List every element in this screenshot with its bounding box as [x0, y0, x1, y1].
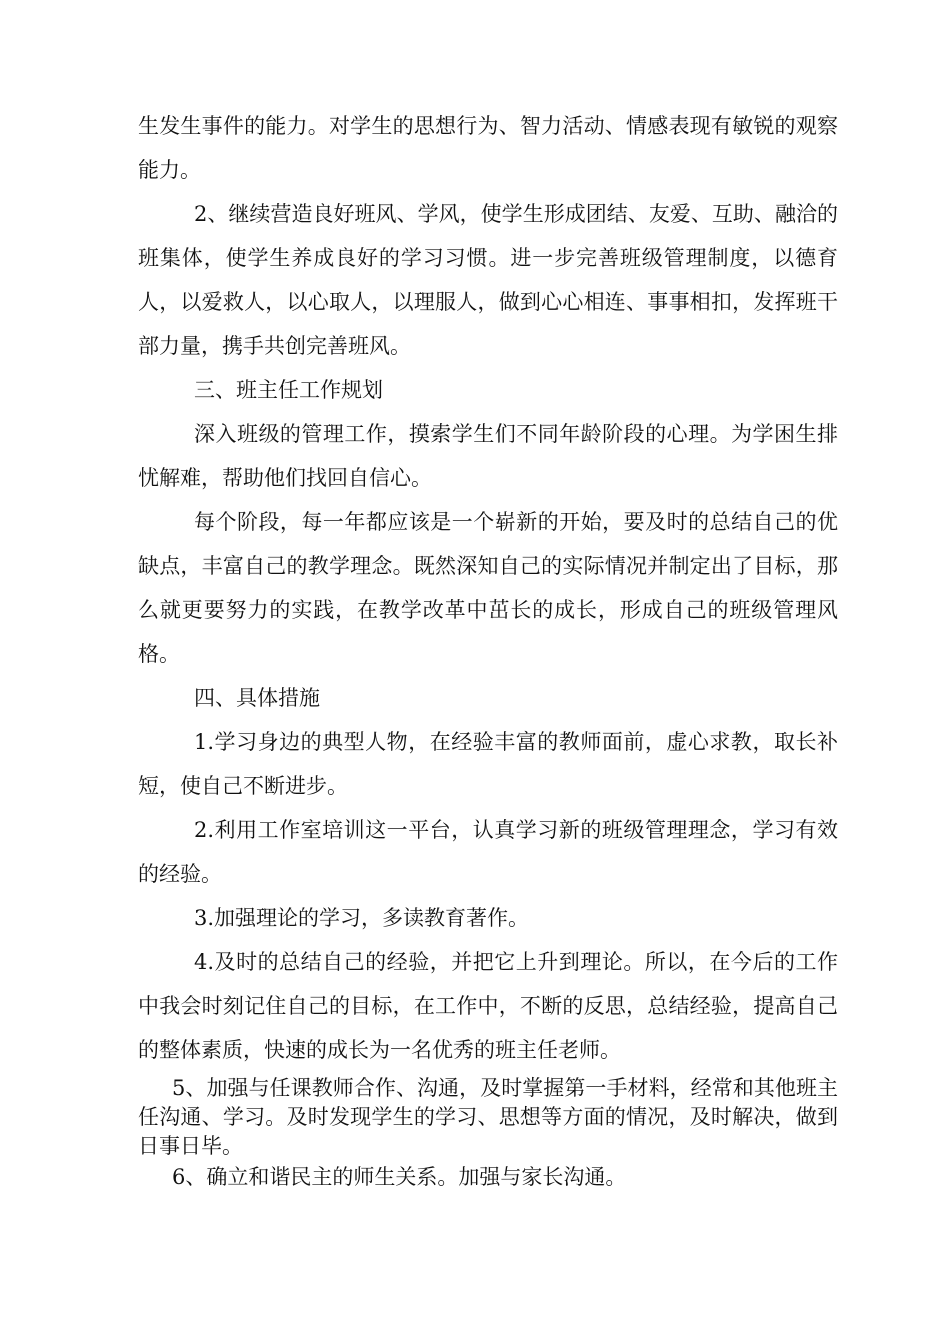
paragraph-section-3-2: 每个阶段，每一年都应该是一个崭新的开始，要及时的总结自己的优缺点，丰富自己的教学理念。既然深知自己的实际情况并制定出了目标，那么就更要努力的实践，在教学改革中茁长的成长，形成自己的班级管理风格。	[138, 510, 838, 666]
paragraph-item-2: 2、继续营造良好班风、学风，使学生形成团结、友爱、互助、融洽的班集体，使学生养成良好的学习习惯。进一步完善班级管理制度，以德育人，以爱救人，以心取人，以理服人，做到心心相连、事事相扣，发挥班干部力量，携手共创完善班风。	[138, 202, 838, 358]
measure-item-2: 2.利用工作室培训这一平台，认真学习新的班级管理理念，学习有效的经验。	[138, 818, 838, 886]
measure-item-6: 6、确立和谐民主的师生关系。加强与家长沟通。	[172, 1165, 627, 1189]
section-heading-3: 三、班主任工作规划	[194, 378, 383, 402]
measure-item-5: 5、加强与任课教师合作、沟通，及时掌握第一手材料，经常和其他班主任沟通、学习。及时发现学生的学习、思想等方面的情况，及时解决，做到日事日毕。	[138, 1076, 838, 1158]
measure-item-4: 4.及时的总结自己的经验，并把它上升到理论。所以，在今后的工作中我会时刻记住自己的目标，在工作中，不断的反思，总结经验，提高自己的整体素质，快速的成长为一名优秀的班主任老师。	[138, 950, 838, 1062]
paragraph-section-3-1: 深入班级的管理工作，摸索学生们不同年龄阶段的心理。为学困生排忧解难，帮助他们找回自信心。	[138, 422, 838, 490]
measure-item-1: 1.学习身边的典型人物，在经验丰富的教师面前，虚心求教，取长补短，使自己不断进步。	[138, 730, 838, 798]
measure-item-3: 3.加强理论的学习，多读教育著作。	[194, 906, 530, 930]
section-heading-4: 四、具体措施	[194, 686, 320, 710]
paragraph-continuation: 生发生事件的能力。对学生的思想行为、智力活动、情感表现有敏锐的观察能力。	[138, 114, 838, 182]
